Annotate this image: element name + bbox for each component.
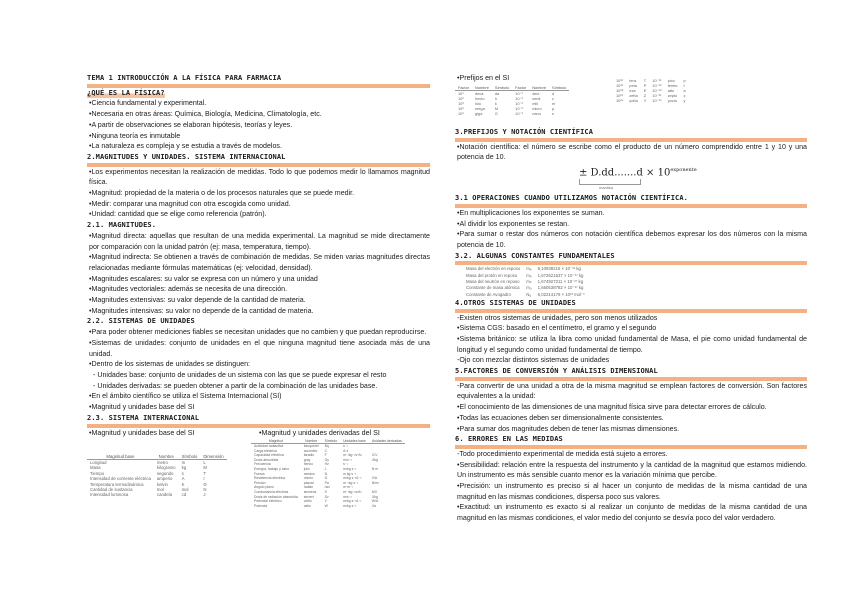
table-cell: mega xyxy=(475,106,485,111)
table-cell: 10⁶ xyxy=(458,106,464,111)
table-cell: m²kg s⁻³ xyxy=(343,503,357,508)
table-cell: A/V xyxy=(371,490,378,495)
table-header-cell: Nombre xyxy=(154,454,179,460)
table-cell: Z xyxy=(643,93,647,98)
table-cell: K xyxy=(181,481,185,487)
bullet: -Existen otros sistemas de unidades, pero son menos utilizados xyxy=(457,313,658,322)
table-cell: mₙ xyxy=(526,278,532,284)
table-cell: m⁻¹kg s⁻² xyxy=(343,480,358,485)
table-cell: Hz xyxy=(324,462,329,467)
table-cell: S xyxy=(324,490,327,495)
table-cell: micro xyxy=(532,106,542,111)
table-cell: Potencial eléctrico xyxy=(254,499,282,504)
table-cell: newton xyxy=(303,471,315,476)
bullet: •Ciencia fundamental y experimental. xyxy=(89,99,207,108)
table-cell: peta xyxy=(629,83,637,88)
bullet: -Ojo con mezclar distintos sistemas de unidades xyxy=(457,356,610,365)
table-cell: m²s⁻² xyxy=(343,457,352,462)
table-cell: tera xyxy=(629,78,637,83)
bullet: •Magnitud indirecta: Se obtienen a través de combinación de medidas. Se miden varias magnitudes directas relacionadas mediante fórmulas matemáticas (ej: velocidad, densidad). xyxy=(89,253,430,272)
table-cell: 1,674927211 × 10⁻²⁷ kg xyxy=(537,278,584,284)
heading-errores: 6. ERRORES EN LAS MEDIDAS xyxy=(455,434,807,449)
table-cell: Actividad radiactiva xyxy=(254,444,284,449)
bullet: •Dentro de los sistemas de unidades se distinguen: xyxy=(89,360,251,369)
heading-constantes: 3.2. ALGUNAS CONSTANTES FUNDAMENTALES xyxy=(455,251,807,266)
table-cell: 10²⁴ xyxy=(616,98,624,103)
table-cell: 10⁻²⁴ xyxy=(652,98,662,103)
table-cell: da xyxy=(494,91,500,96)
table-header-cell: Símbolo xyxy=(322,439,340,444)
table-cell: faradio xyxy=(303,453,315,458)
bullet: •Magnitud y unidades base del SI xyxy=(89,428,195,437)
table-cell: 10¹ xyxy=(458,91,464,96)
table-cell: 10²¹ xyxy=(616,93,623,98)
bullet: •Magnitud: propiedad de la materia o de los procesos naturales que se puede medir. xyxy=(89,189,355,198)
table-cell: z xyxy=(683,93,686,98)
table-cell: deci xyxy=(532,91,540,96)
table-cell: hercio xyxy=(303,462,313,467)
table-header-cell: Nombre xyxy=(472,85,492,91)
table-row xyxy=(613,98,689,103)
table-cell: P xyxy=(643,83,647,88)
table-cell: Temperatura termodinámica xyxy=(90,481,144,487)
table-cell: Masa del protón en reposo xyxy=(466,272,518,278)
table-cell: rad xyxy=(324,485,330,490)
bullet: •Magnitudes vectoriales: además se necesita de una dirección. xyxy=(89,285,288,294)
table-cell: mol xyxy=(156,486,164,492)
table-cell: zepto xyxy=(667,93,678,98)
bullet: -Para convertir de una unidad a otra de la misma magnitud se emplean factores de conversión. Son factores equivalentes a la unidad: xyxy=(457,381,807,401)
table-cell: m⁻²kg⁻¹s⁴A² xyxy=(343,453,362,458)
table-cell: mili xyxy=(532,101,539,106)
table-cell: 10¹⁵ xyxy=(616,83,624,88)
table-cell: Dosis de radiación absorbida xyxy=(254,494,298,499)
bullet: •Prefijos en el SI xyxy=(457,74,510,82)
table-cell: 9,10938215 × 10⁻³¹ kg xyxy=(537,266,581,272)
table-cell: gray xyxy=(303,457,311,462)
table-cell: c xyxy=(552,96,554,101)
bullet: •Los experimentos necesitan la realización de medidas. Todo lo que podemos medir lo llamamos magnitud física. xyxy=(89,167,430,187)
table-cell: m⁻²kg⁻¹s³A² xyxy=(343,490,362,495)
table-row xyxy=(87,492,227,497)
bullet: •Al dividir los exponentes se restan. xyxy=(457,219,570,228)
bullet: •Notación científica: el número se escribe como el producto de un número comprendido entre 1 y 10 y una potencia de 10. xyxy=(457,142,807,162)
right-column xyxy=(455,73,807,524)
bullet: •Magnitudes escalares: su valor se expresa con un número y una unidad xyxy=(89,274,318,283)
bullet: •Para poder obtener mediciones fiables se necesitan unidades que no cambien y que puedan reproducirse. xyxy=(89,328,427,337)
table-cell: E xyxy=(643,88,647,93)
table-cell: Y xyxy=(643,98,647,103)
table-header-cell: Símbolo xyxy=(492,85,512,91)
table-cell: deca xyxy=(475,91,484,96)
table-cell: Resistencia eléctrica xyxy=(254,476,286,481)
table-cell: segundo xyxy=(156,470,174,476)
table-cell: Frecuencia xyxy=(254,462,271,467)
table-cell: giga xyxy=(475,111,483,116)
table-cell: F xyxy=(324,453,327,458)
table-cell: pico xyxy=(667,78,675,83)
heading-que-es-fisica-text: ¿QUÉ ES LA FÍSICA? xyxy=(87,88,165,97)
table-cell: 10⁻¹² xyxy=(652,78,662,83)
table-cell: Potencia xyxy=(254,503,268,508)
table-cell: Intensidad de corriente eléctrica xyxy=(90,476,151,482)
table-cell: pascal xyxy=(303,480,314,485)
table-cell: M xyxy=(203,465,207,471)
bullet: •Magnitud y unidades base del SI xyxy=(89,403,195,412)
table-cell: radián xyxy=(303,485,314,490)
table-row xyxy=(463,285,588,291)
table-cell: a xyxy=(683,88,686,93)
table-cell: kilogramo xyxy=(156,465,176,471)
table-cell: A·s xyxy=(343,448,349,453)
table-cell: m²kg s⁻³A⁻¹ xyxy=(343,499,362,504)
bullet: •A partir de observaciones se elaboran hipótesis, teorías y leyes. xyxy=(89,120,293,129)
table-cell: C/V xyxy=(371,453,378,458)
table-cell: becquerel xyxy=(303,444,319,449)
table-cell: mol xyxy=(181,486,189,492)
table-cell: 1,672621637 × 10⁻²⁷ kg xyxy=(537,272,584,278)
table-cell: vatio xyxy=(303,503,311,508)
table-cell: N·m xyxy=(371,467,379,472)
table-cell: hecto xyxy=(475,96,485,101)
heading-tema-1: TEMA 1 INTRODUCCIÓN A LA FÍSICA PARA FARMACIA xyxy=(87,73,430,88)
table-cell: μ xyxy=(552,106,555,111)
sci-notation-formula xyxy=(579,165,697,179)
table-header-cell: Nombre xyxy=(301,439,322,444)
table-header-cell: Nombre xyxy=(529,85,549,91)
base-units-table xyxy=(87,454,227,498)
table-cell: mₑ xyxy=(526,266,532,272)
table-cell: centi xyxy=(532,96,541,101)
heading-operaciones: 3.1 OPERACIONES CUANDO UTILIZAMOS NOTACIÓN CIENTÍFICA. xyxy=(455,193,807,208)
bullet: •Unidad: cantidad que se elige como referencia (patrón). xyxy=(89,210,267,219)
table-cell: J/kg xyxy=(371,494,378,499)
si-tables-area xyxy=(87,428,430,532)
table-cell: metro xyxy=(156,459,168,465)
table-cell: n xyxy=(552,111,555,116)
bullet: •Sistema CGS: basado en el centímetro, el gramo y el segundo xyxy=(457,324,657,333)
table-cell: Ω xyxy=(324,476,328,481)
table-cell: 1,660538782 × 10⁻²⁷ kg xyxy=(537,285,584,291)
table-cell: zetta xyxy=(629,93,638,98)
table-cell: yocto xyxy=(667,98,678,103)
bullet: •Magnitudes extensivas: su valor depende de la cantidad de materia. xyxy=(89,296,306,305)
heading-magnitudes: 2.1. MAGNITUDES. xyxy=(87,221,157,230)
table-row xyxy=(455,111,569,116)
table-cell: 10⁻¹ xyxy=(515,91,523,96)
table-cell: h xyxy=(494,96,498,101)
table-cell: s⁻¹ xyxy=(343,462,348,467)
table-cell: W/A xyxy=(371,499,379,504)
table-cell: Masa del electrón en reposo xyxy=(466,266,521,272)
table-cell: yotta xyxy=(629,98,638,103)
heading-magnitudes-unidades: 2.MAGNITUDES Y UNIDADES. SISTEMA INTERNACIONAL xyxy=(87,152,430,167)
table-header-cell: Unidades derivadas xyxy=(369,439,405,444)
table-cell: m kg s⁻² xyxy=(343,471,356,476)
table-cell: m²s⁻² xyxy=(343,494,352,499)
table-header-cell: Símbolo xyxy=(549,85,569,91)
heading-sistemas-unidades: 2.2. SISTEMAS DE UNIDADES xyxy=(87,317,195,326)
table-cell: kelvin xyxy=(156,481,168,487)
formula-area xyxy=(455,163,807,193)
prefix-table xyxy=(455,85,569,116)
table-cell: k xyxy=(494,101,497,106)
table-cell: Pa xyxy=(324,480,329,485)
left-column xyxy=(87,73,430,532)
bullet: •Precisión: un instrumento es preciso si al hacer un conjunto de medidas de la misma cantidad de una magnitud en las mismas condiciones, dispersa poco sus valores. xyxy=(457,482,807,501)
table-cell: 10⁻³ xyxy=(515,101,523,106)
bullet: •Todas las ecuaciones deben ser dimensionalmente consistentes. xyxy=(457,413,664,422)
table-cell: p xyxy=(683,78,686,83)
table-cell: 10⁻² xyxy=(515,96,523,101)
bullet: •Ninguna teoría es inmutable xyxy=(89,131,181,140)
table-cell: Conductancia eléctrica xyxy=(254,490,289,495)
table-cell: N/m² xyxy=(371,480,380,485)
bullet: - Unidades derivadas: se pueden obtener a partir de la combinación de las unidades base. xyxy=(93,381,378,390)
table-cell: Carga eléctrica xyxy=(254,448,277,453)
table-cell: Presión xyxy=(254,480,266,485)
table-cell: I xyxy=(203,476,205,482)
table-cell: exa xyxy=(629,88,636,93)
heading-otros-sistemas: 4.OTROS SISTEMAS DE UNIDADES xyxy=(455,298,807,313)
bullet: •Magnitud directa: aquellas que resultan de una medida experimental. La magnitud se mide directamente por comparación con la unidad patrón (ej: masa, temperatura, tiempo). xyxy=(89,231,430,251)
table-cell: Longitud xyxy=(90,459,107,465)
table-cell: J xyxy=(324,467,327,472)
table-cell: sievert xyxy=(303,494,314,499)
table-cell: Fuerza xyxy=(254,471,265,476)
table-cell: f xyxy=(683,83,685,88)
table-cell: m²kg s⁻² xyxy=(343,467,357,472)
table-cell: Ángulo plano xyxy=(254,485,274,490)
bullet: •Sistemas de unidades: conjunto de unidades en el que ninguna magnitud tiene asociada más de una unidad. xyxy=(89,338,430,358)
bullet: •Necesaria en otras áreas: Química, Biología, Medicina, Climatología, etc. xyxy=(89,110,322,119)
derived-units-table xyxy=(251,439,405,509)
table-cell: Masa xyxy=(90,465,101,471)
table-cell: mₚ xyxy=(526,272,532,278)
table-header-cell: Magnitud base xyxy=(87,454,154,460)
bullet: •Para sumar dos magnitudes deben de tener las mismas dimensiones. xyxy=(457,424,680,433)
table-cell: Cantidad de sustancia xyxy=(90,486,133,492)
formula-exponent: exponente xyxy=(670,167,697,174)
heading-que-es-fisica xyxy=(87,88,169,99)
constants-table xyxy=(463,266,588,297)
table-cell: 10² xyxy=(458,96,464,101)
table-cell: W xyxy=(324,503,328,508)
heading-sistema-internacional: 2.3. SISTEMA INTERNACIONAL xyxy=(87,413,430,428)
table-cell: 10⁻⁶ xyxy=(515,106,524,111)
table-cell: s⁻¹ xyxy=(343,444,348,449)
table-row xyxy=(463,266,588,272)
table-cell: Intensidad luminosa xyxy=(90,492,129,498)
table-cell: Energía, trabajo y calor xyxy=(254,467,290,472)
bullet: •En multiplicaciones los exponentes se suman. xyxy=(457,208,605,217)
table-cell: M xyxy=(494,106,499,111)
table-cell: Tiempo xyxy=(90,470,105,476)
table-row xyxy=(251,504,405,509)
bullet: •Magnitudes intensivas: su valor no depende de la cantidad de materia. xyxy=(89,306,314,315)
table-cell: J/s xyxy=(371,503,377,508)
table-cell: 10⁻²¹ xyxy=(652,93,662,98)
table-cell: J/kg xyxy=(371,457,378,462)
table-cell: amperio xyxy=(156,476,173,482)
table-cell: nano xyxy=(532,111,541,116)
table-cell: 6,02214179 × 10²³ mol⁻¹ xyxy=(537,291,585,297)
table-cell: 10⁻¹⁵ xyxy=(652,83,662,88)
table-cell: culombio xyxy=(303,448,318,453)
table-cell: y xyxy=(683,98,686,103)
table-cell: julio xyxy=(303,467,310,472)
table-cell: Dosis absorbida xyxy=(254,457,279,462)
table-cell: Constante de masa atómica xyxy=(466,285,520,291)
heading-prefijos-notacion: 3.PREFIJOS Y NOTACIÓN CIENTÍFICA xyxy=(455,127,807,142)
table-cell: kg xyxy=(181,465,187,471)
table-header-cell: Factor xyxy=(455,85,472,91)
table-header-cell: Factor xyxy=(512,85,529,91)
bullet: •Para sumar o restar dos números con notación científica debemos expresar los dos números con la misma potencia de 10. xyxy=(457,230,807,249)
table-cell: m·m⁻¹ xyxy=(343,485,353,490)
prefix-table-2 xyxy=(613,78,689,103)
bullet: -Todo procedimiento experimental de medida está sujeto a errores. xyxy=(457,449,668,458)
table-cell: Constante de Avogadro xyxy=(466,291,511,297)
table-cell: 10³ xyxy=(458,101,464,106)
table-cell: 10⁹ xyxy=(458,111,464,116)
table-cell: Gy xyxy=(324,457,329,462)
table-header-cell: Magnitud xyxy=(251,439,301,444)
table-cell: Θ xyxy=(203,481,207,487)
table-cell: s xyxy=(181,470,184,476)
table-cell: V xyxy=(324,499,327,504)
table-cell: V/A xyxy=(371,476,378,481)
bullet: •Sensibilidad: relación entre la respuesta del instrumento y la cantidad de la magnitud que estamos midiendo. Un instrumento es más sensible cuanto menor es la variación mínima que percibe. xyxy=(457,460,807,480)
bullet: •La naturaleza es compleja y se estudia a través de modelos. xyxy=(89,142,282,151)
table-cell: G xyxy=(494,111,498,116)
table-cell: candela xyxy=(156,492,172,498)
table-cell: m²kg s⁻³A⁻² xyxy=(343,476,362,481)
table-cell: N xyxy=(203,486,207,492)
bullet: - Unidades base: conjunto de unidades de un sistema con las que se puede expresar el resto xyxy=(93,370,387,379)
bullet: •Medir: comparar una magnitud con otra escogida como unidad. xyxy=(89,199,291,208)
table-cell: 10⁻¹⁸ xyxy=(652,88,662,93)
table-cell: mᵤ xyxy=(526,285,532,291)
bullet: •En el ámbito científico se utiliza el Sistema Internacional (SI) xyxy=(89,392,282,401)
table-cell: T xyxy=(203,470,206,476)
table-cell: Masa del neutrón en reposo xyxy=(466,278,520,284)
table-cell: siemens xyxy=(303,490,317,495)
table-cell: d xyxy=(552,91,555,96)
table-cell: 10¹⁸ xyxy=(616,88,624,93)
table-cell: C xyxy=(324,448,328,453)
table-row xyxy=(463,273,588,279)
table-cell: 10¹² xyxy=(616,78,623,83)
prefix-area xyxy=(455,73,807,127)
table-cell: L xyxy=(203,459,206,465)
table-cell: Bq xyxy=(324,444,329,449)
table-cell: voltio xyxy=(303,499,312,504)
table-cell: Capacidad eléctrica xyxy=(254,453,284,458)
table-cell: A xyxy=(181,476,185,482)
table-cell: J xyxy=(203,492,206,498)
bullet: •Magnitud y unidades derivadas del SI xyxy=(259,428,380,437)
table-cell: T xyxy=(643,78,647,83)
table-cell: Nₐ xyxy=(526,291,531,297)
table-header-row xyxy=(251,439,405,444)
table-header-cell: Dimensión xyxy=(200,454,226,460)
formula-main: ± D.dd.......d × 10 xyxy=(579,167,671,179)
table-cell: cd xyxy=(181,492,187,498)
bullet: •Sistema británico: se utiliza la libra como unidad fundamental de Masa, el pie como unidad fundamental de longitud y el segundo como unidad fundamental de tiempo. xyxy=(457,334,807,354)
table-cell: Sv xyxy=(324,494,329,499)
bullet: •Exactitud: un instrumento es exacto si al realizar un conjunto de medidas de la misma cantidad de una magnitud en las mismas condiciones, el valor medio del conjunto se desvía poco del valor verdadero. xyxy=(457,503,807,523)
table-cell: m xyxy=(552,101,556,106)
table-cell: 10⁻⁹ xyxy=(515,111,524,116)
bullet: •El conocimiento de las dimensiones de una magnitud física sirve para detectar errores de cálculo. xyxy=(457,403,767,412)
table-cell: atto xyxy=(667,88,675,93)
heading-factores-conversion: 5.FACTORES DE CONVERSIÓN Y ANÁLISIS DIMENSIONAL xyxy=(455,366,807,381)
table-cell: N xyxy=(324,471,328,476)
table-cell: kilo xyxy=(475,101,481,106)
table-header-cell: Unidades base xyxy=(340,439,369,444)
table-cell: ohmio xyxy=(303,476,313,481)
mantisa-label: mantisa xyxy=(599,185,614,191)
table-cell: m xyxy=(181,459,186,465)
table-header-cell: Símbolo xyxy=(179,454,201,460)
table-cell: femto xyxy=(667,83,678,88)
